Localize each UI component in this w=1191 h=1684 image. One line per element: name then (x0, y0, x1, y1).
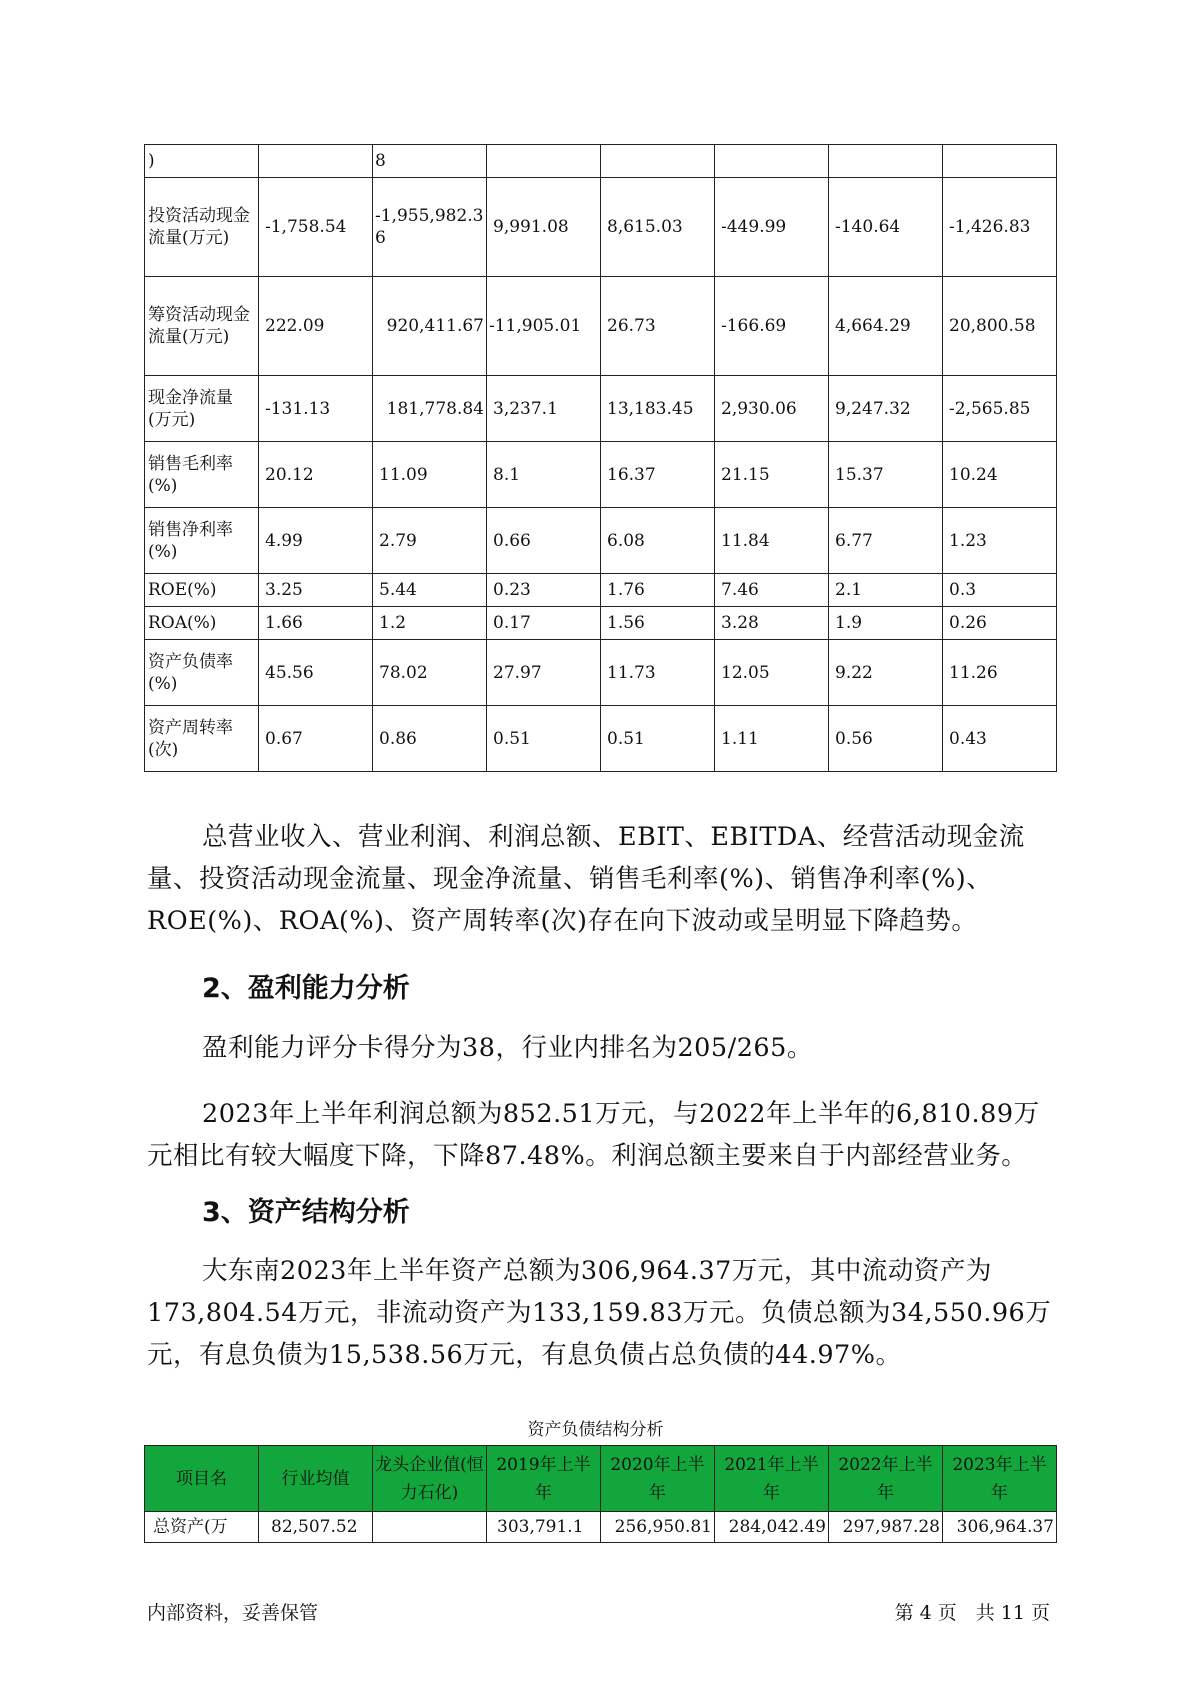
table-cell: 0.43 (943, 706, 1057, 772)
table-cell: 6.08 (601, 508, 715, 574)
table-cell: 8.1 (487, 442, 601, 508)
table-cell: 11.26 (943, 640, 1057, 706)
table-cell: -449.99 (715, 178, 829, 277)
table-cell: 0.51 (487, 706, 601, 772)
profitability-score-paragraph: 盈利能力评分卡得分为38，行业内排名为205/265。 (202, 1033, 813, 1063)
table-cell: 1.2 (373, 607, 487, 640)
table-cell: 0.3 (943, 574, 1057, 607)
section-heading-profitability: 2、盈利能力分析 (202, 973, 410, 1004)
table-cell: 1.11 (715, 706, 829, 772)
table-cell: 82,507.52 (259, 1512, 373, 1543)
table-cell: 0.56 (829, 706, 943, 772)
table-cell: 2.1 (829, 574, 943, 607)
column-header: 2021年上半年 (715, 1446, 829, 1512)
table-cell (943, 145, 1057, 178)
table-cell: 0.66 (487, 508, 601, 574)
row-label: 资产负债率(%) (145, 640, 259, 706)
table-cell: 2.79 (373, 508, 487, 574)
table-cell: 10.24 (943, 442, 1057, 508)
column-header: 2023年上半年 (943, 1446, 1057, 1512)
table-cell: 45.56 (259, 640, 373, 706)
table-cell: 1.76 (601, 574, 715, 607)
table-cell: 7.46 (715, 574, 829, 607)
table-cell: -1,955,982.36 (373, 178, 487, 277)
table-cell (259, 145, 373, 178)
table-cell: 16.37 (601, 442, 715, 508)
asset-liability-structure-table (144, 1445, 1057, 1543)
table-cell: 8,615.03 (601, 178, 715, 277)
table-cell: 3.25 (259, 574, 373, 607)
table-cell: 11.84 (715, 508, 829, 574)
table-cell: 9,247.32 (829, 376, 943, 442)
table-row (145, 376, 1057, 442)
table-cell: 920,411.67 (373, 277, 487, 376)
table-cell: 256,950.81 (601, 1512, 715, 1543)
table-cell: 297,987.28 (829, 1512, 943, 1543)
table-cell: 1.66 (259, 607, 373, 640)
table-cell: 0.86 (373, 706, 487, 772)
profit-total-paragraph: 2023年上半年利润总额为852.51万元，与2022年上半年的6,810.89万元相比有较大幅度下降，下降87.48%。利润总额主要来自于内部经营业务。 (147, 1099, 1040, 1171)
column-header: 龙头企业值(恒力石化) (373, 1446, 487, 1512)
table-cell: 1.56 (601, 607, 715, 640)
table-cell: 12.05 (715, 640, 829, 706)
table-cell: 0.23 (487, 574, 601, 607)
table-cell: 1.23 (943, 508, 1057, 574)
table-row (145, 508, 1057, 574)
table-row (145, 1512, 1057, 1543)
row-label: ROE(%) (145, 574, 259, 607)
table-row (145, 640, 1057, 706)
table-cell: -1,758.54 (259, 178, 373, 277)
table-cell (373, 1512, 487, 1543)
column-header: 2022年上半年 (829, 1446, 943, 1512)
row-label: 销售净利率(%) (145, 508, 259, 574)
table-cell: 5.44 (373, 574, 487, 607)
trend-paragraph: 总营业收入、营业利润、利润总额、EBIT、EBITDA、经营活动现金流量、投资活动现金流量、现金净流量、销售毛利率(%)、销售净利率(%)、ROE(%)、ROA(%)、资产周转率(次)存在向下波动或呈明显下降趋势。 (147, 822, 1025, 936)
table-row (145, 277, 1057, 376)
table-cell: 0.26 (943, 607, 1057, 640)
row-label: 现金净流量(万元) (145, 376, 259, 442)
row-label: 投资活动现金流量(万元) (145, 178, 259, 277)
table-cell (601, 145, 715, 178)
column-header: 2019年上半年 (487, 1446, 601, 1512)
table-cell (829, 145, 943, 178)
table-cell: 0.51 (601, 706, 715, 772)
table-row (145, 607, 1057, 640)
table-cell: 3.28 (715, 607, 829, 640)
table-row (145, 574, 1057, 607)
table-cell: -166.69 (715, 277, 829, 376)
row-label: 销售毛利率(%) (145, 442, 259, 508)
section-heading-asset-structure: 3、资产结构分析 (202, 1197, 410, 1228)
table-cell: 27.97 (487, 640, 601, 706)
row-label: 资产周转率(次) (145, 706, 259, 772)
financial-indicators-table (144, 144, 1057, 772)
table-cell: 78.02 (373, 640, 487, 706)
table-cell: 15.37 (829, 442, 943, 508)
table-row (145, 178, 1057, 277)
table-cell: 222.09 (259, 277, 373, 376)
table-cell: 26.73 (601, 277, 715, 376)
table-cell: 11.73 (601, 640, 715, 706)
table-cell: 9,991.08 (487, 178, 601, 277)
table-cell: 181,778.84 (373, 376, 487, 442)
table-cell: 3,237.1 (487, 376, 601, 442)
table-row (145, 442, 1057, 508)
asset-structure-paragraph: 大东南2023年上半年资产总额为306,964.37万元，其中流动资产为173,804.54万元，非流动资产为133,159.83万元。负债总额为34,550.96万元，有息负债为15,538.56万元，有息负债占总负债的44.97%。 (147, 1256, 1052, 1370)
row-label: ROA(%) (145, 607, 259, 640)
table-cell: 303,791.1 (487, 1512, 601, 1543)
table-cell: 11.09 (373, 442, 487, 508)
footer-confidential-note: 内部资料，妥善保管 (147, 1602, 319, 1624)
row-label: 筹资活动现金流量(万元) (145, 277, 259, 376)
table-cell: -140.64 (829, 178, 943, 277)
table-cell: 13,183.45 (601, 376, 715, 442)
column-header: 行业均值 (259, 1446, 373, 1512)
table-cell: 8 (373, 145, 487, 178)
table-cell: 20,800.58 (943, 277, 1057, 376)
table-header-row (145, 1446, 1057, 1512)
row-label: 总资产(万 (145, 1512, 259, 1543)
table-cell: 284,042.49 (715, 1512, 829, 1543)
footer-page-number: 第 4 页 共 11 页 (894, 1602, 1050, 1624)
table-cell: -2,565.85 (943, 376, 1057, 442)
table-cell (487, 145, 601, 178)
table-cell: -11,905.01 (487, 277, 601, 376)
column-header: 2020年上半年 (601, 1446, 715, 1512)
table-cell: 4,664.29 (829, 277, 943, 376)
table-cell: 6.77 (829, 508, 943, 574)
table-cell: 306,964.37 (943, 1512, 1057, 1543)
column-header: 项目名 (145, 1446, 259, 1512)
table-cell: 1.9 (829, 607, 943, 640)
row-label: ) (145, 145, 259, 178)
table-cell (715, 145, 829, 178)
table-cell: 20.12 (259, 442, 373, 508)
table-cell: 21.15 (715, 442, 829, 508)
table-cell: 0.67 (259, 706, 373, 772)
table-cell: 4.99 (259, 508, 373, 574)
table-cell: -1,426.83 (943, 178, 1057, 277)
table-row (145, 145, 1057, 178)
table-cell: 9.22 (829, 640, 943, 706)
table-cell: -131.13 (259, 376, 373, 442)
table-row (145, 706, 1057, 772)
table-caption: 资产负债结构分析 (527, 1420, 664, 1440)
table-cell: 0.17 (487, 607, 601, 640)
table-cell: 2,930.06 (715, 376, 829, 442)
